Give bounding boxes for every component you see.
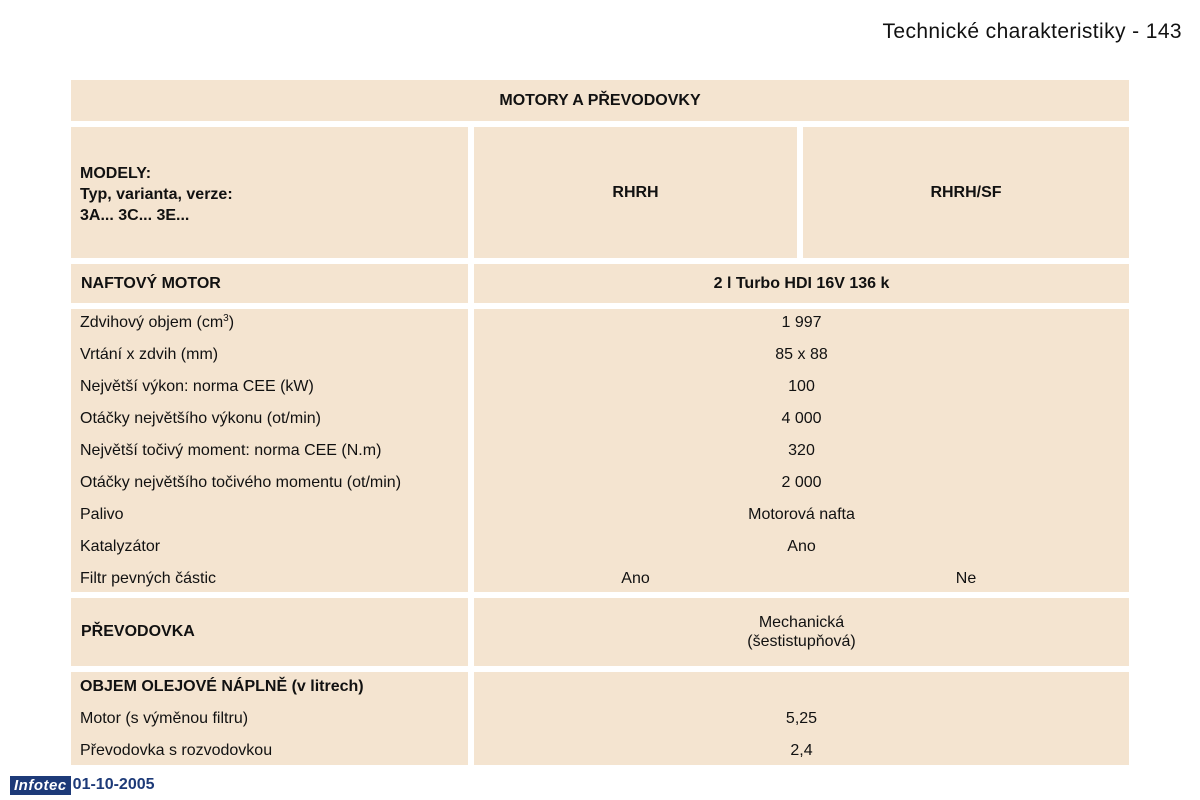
models-line: 3A... 3C... 3E...: [80, 207, 190, 224]
page-title: Technické charakteristiky - 143: [882, 20, 1182, 43]
engine-name: 2 l Turbo HDI 16V 136 k: [474, 264, 1129, 303]
spec-label: Zdvihový objem $(cm^3)$: [80, 313, 235, 331]
footer: [10, 775, 155, 795]
oil-section-label: OBJEM OLEJOVÉ NÁPLNĚ (v litrech): [80, 678, 364, 695]
spec-value: Motorová nafta: [748, 506, 855, 523]
spec-value-rhrh: Ano: [621, 570, 650, 587]
model-rhrh: RHRH: [474, 127, 797, 258]
models-line: MODELY:: [80, 165, 152, 182]
models-line: Typ, varianta, verze:: [80, 186, 233, 203]
spec-value: 85 x 88: [775, 346, 828, 363]
spec-label: Otáčky největšího výkonu (ot/min): [80, 410, 321, 427]
table-title: MOTORY A PŘEVODOVKY: [71, 80, 1129, 121]
spec-label: Otáčky největšího točivého momentu (ot/min): [80, 474, 402, 491]
footer-date: 01-10-2005: [72, 776, 155, 793]
spec-value: 1 997: [781, 314, 822, 331]
spec-label: Největší výkon: norma CEE (kW): [80, 378, 314, 395]
infotec-logo: Infotec: [10, 776, 71, 795]
gearbox-value: [474, 598, 1129, 666]
spec-label: Palivo: [80, 506, 124, 523]
oil-label: Převodovka s rozvodovkou: [80, 742, 273, 759]
spec-value: 100: [788, 378, 815, 395]
spec-value: Ano: [787, 538, 816, 555]
oil-label: Motor (s výměnou filtru): [80, 710, 249, 727]
spec-label: Filtr pevných částic: [80, 570, 217, 587]
spec-label: Katalyzátor: [80, 538, 161, 555]
gearbox-value-line: Mechanická: [758, 614, 845, 631]
spec-label: Největší točivý moment: norma CEE (N.m): [80, 442, 382, 459]
gearbox-value-line: (šestistupňová): [747, 633, 856, 650]
oil-value: 2,4: [790, 742, 813, 759]
spec-value: 320: [788, 442, 815, 459]
spec-value: 4 000: [781, 410, 822, 427]
spec-value: 2 000: [781, 474, 822, 491]
engine-section-label: NAFTOVÝ MOTOR: [71, 264, 468, 303]
oil-value: 5,25: [785, 710, 818, 727]
models-label: [80, 163, 233, 226]
spec-label: Vrtání x zdvih (mm): [80, 346, 219, 363]
spec-value-rhrh-sf: Ne: [955, 570, 977, 587]
gearbox-label: PŘEVODOVKA: [71, 598, 468, 666]
model-rhrh-sf: RHRH/SF: [803, 127, 1129, 258]
